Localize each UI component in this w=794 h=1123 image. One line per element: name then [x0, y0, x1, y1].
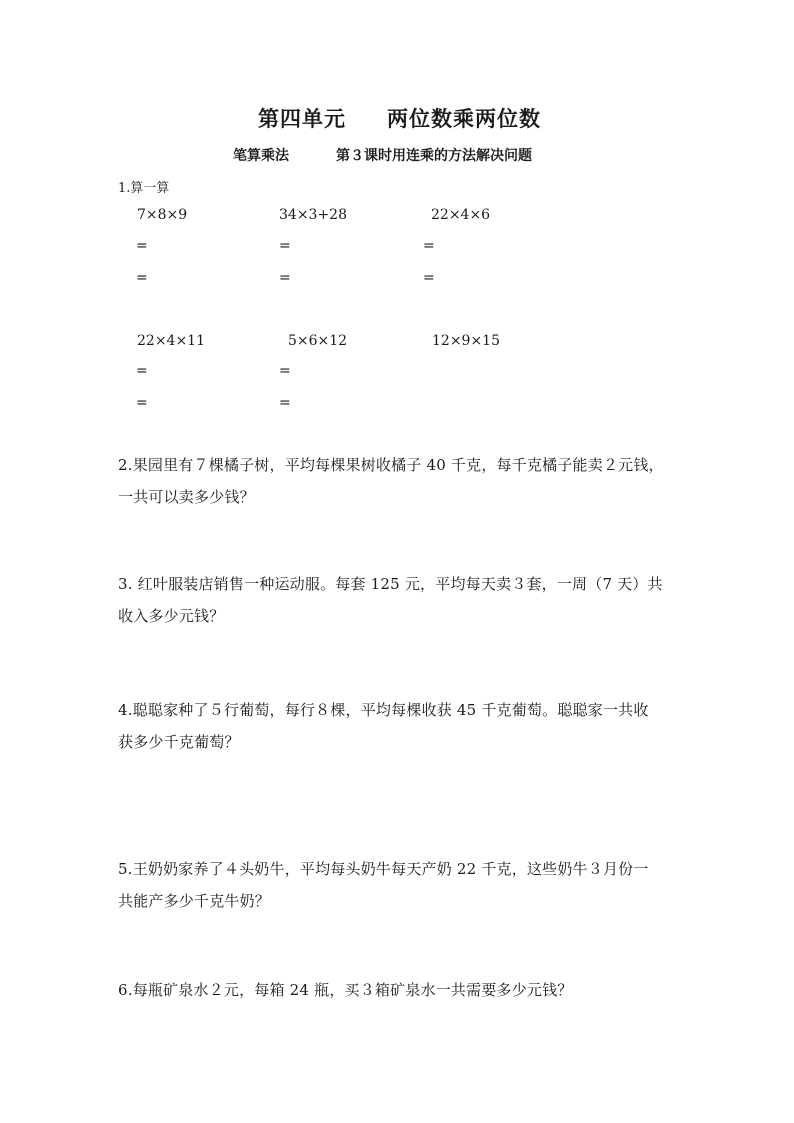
equals-sign: = — [423, 238, 435, 254]
question-line: 获多少千克葡萄？ — [118, 733, 240, 751]
question-4 — [118, 694, 649, 758]
page-title-topic: 两位数乘两位数 — [387, 106, 541, 131]
question-line: 共能产多少千克牛奶？ — [118, 892, 271, 910]
equals-sign: = — [279, 395, 291, 411]
expression: 5×6×12 — [288, 333, 348, 349]
equals-sign: = — [279, 363, 291, 379]
subtitle-part: 笔算乘法 — [233, 148, 289, 164]
expression: 12×9×15 — [432, 333, 500, 349]
equals-sign: = — [136, 238, 148, 254]
question-line: 4.聪聪家种了５行葡萄，每行８棵，平均每棵收获 45 千克葡萄。聪聪家一共收 — [118, 701, 649, 719]
question-line: 一共可以卖多少钱？ — [118, 488, 255, 506]
expression: 22×4×6 — [431, 207, 491, 223]
question-line: 2.果园里有７棵橘子树，平均每棵果树收橘子 40 千克，每千克橘子能卖２元钱， — [118, 456, 664, 474]
expression: 34×3+28 — [279, 207, 347, 223]
question-line: 3. 红叶服装店销售一种运动服。每套 125 元，平均每天卖３套，一周（7 天）共 — [118, 575, 663, 593]
subtitle-lesson: 第３课时用连乘的方法解决问题 — [336, 148, 532, 164]
equals-sign: = — [279, 270, 291, 286]
question-3 — [118, 568, 663, 632]
question-line: 6.每瓶矿泉水２元，每箱 24 瓶，买３箱矿泉水一共需要多少元钱？ — [118, 981, 573, 999]
page-title-unit: 第四单元 — [258, 106, 346, 131]
question-5 — [118, 853, 649, 917]
question-2 — [118, 449, 664, 513]
expression: 7×8×9 — [137, 207, 188, 223]
question-line: 5.王奶奶家养了４头奶牛，平均每头奶牛每天产奶 22 千克，这些奶牛３月份一 — [118, 860, 649, 878]
section-heading: 1.算一算 — [118, 181, 170, 196]
question-6 — [118, 974, 573, 1006]
equals-sign: = — [136, 270, 148, 286]
expression: 22×4×11 — [137, 333, 205, 349]
question-line: 收入多少元钱？ — [118, 607, 225, 625]
equals-sign: = — [279, 238, 291, 254]
equals-sign: = — [136, 363, 148, 379]
equals-sign: = — [136, 395, 148, 411]
equals-sign: = — [423, 270, 435, 286]
